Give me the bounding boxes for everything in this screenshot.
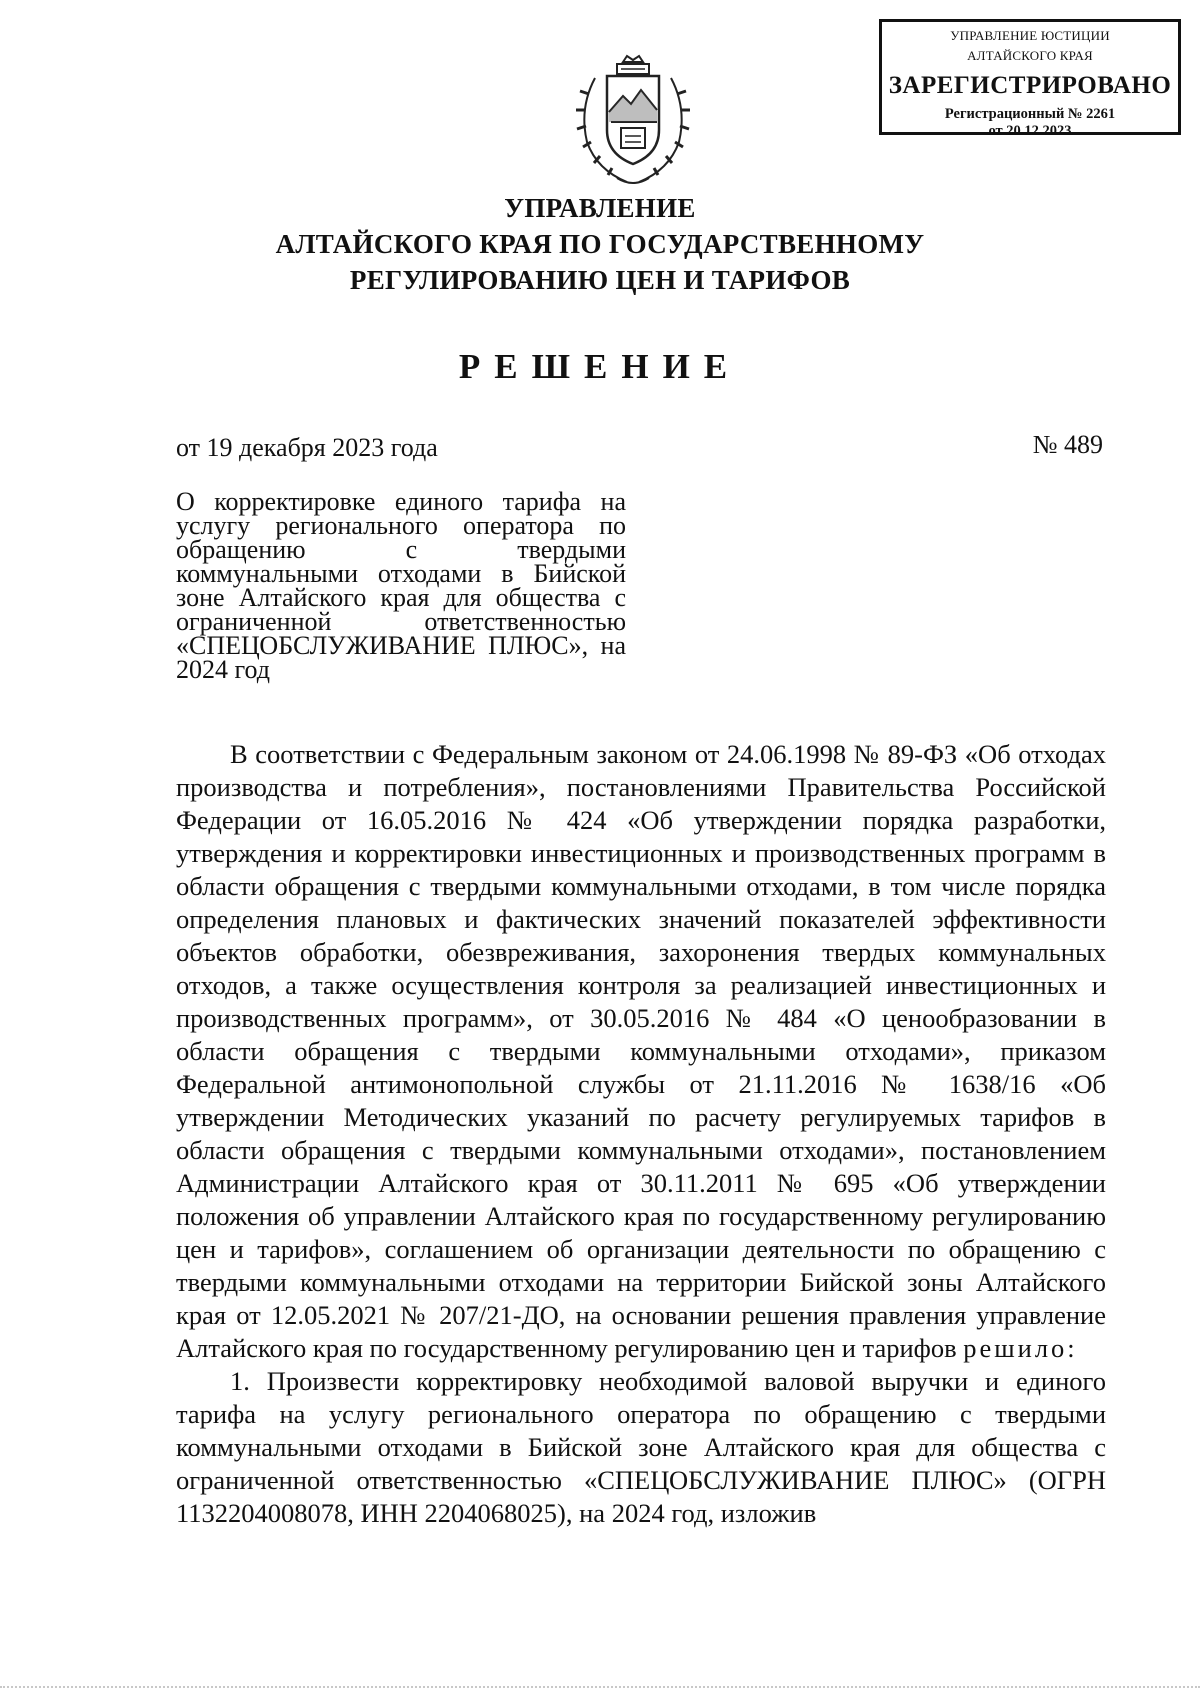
- authority-line3: РЕГУЛИРОВАНИЮ ЦЕН И ТАРИФОВ: [349, 265, 851, 295]
- stamp-agency-line2: АЛТАЙСКОГО КРАЯ: [967, 48, 1093, 63]
- document-type-title: РЕШЕНИЕ: [458, 347, 742, 386]
- stamp-agency-line1: УПРАВЛЕНИЕ ЮСТИЦИИ: [950, 28, 1110, 43]
- stamp-registration-date: от 20.12.2023: [988, 123, 1072, 139]
- decision-number: № 489: [1032, 430, 1103, 459]
- preamble-paragraph: [176, 738, 1106, 1365]
- authority-line1: УПРАВЛЕНИЕ: [504, 193, 696, 223]
- issuing-authority: [150, 190, 1050, 298]
- decision-body: [176, 738, 1106, 1530]
- altai-krai-coat-of-arms-icon: [573, 50, 693, 188]
- decided-word: решило:: [963, 1333, 1078, 1363]
- stamp-status: ЗАРЕГИСТРИРОВАНО: [888, 72, 1172, 99]
- authority-line2: АЛТАЙСКОГО КРАЯ ПО ГОСУДАРСТВЕННОМУ: [275, 229, 925, 259]
- decision-date: от 19 декабря 2023 года: [176, 433, 438, 462]
- preamble-text: В соответствии с Федеральным законом от 24.06.1998 № 89-ФЗ «Об отходах производства и потребления», постановлениями Правительства Российской Федерации от 16.05.2016 № 424 «Об утверждении порядка разработки, утверждения и корректировки инвестиционных и производственных программ в области обращения с твердыми коммунальными отходами, в том числе порядка определения плановых и фактических значений показателей эффективности объектов обработки, обезвреживания, захоронения твердых коммунальных отходов, а также осуществления контроля за реализацией инвестиционных и производственных программ», от 30.05.2016 № 484 «О ценообразовании в области обращения с твердыми коммунальными отходами», приказом Федеральной антимонопольной службы от 21.11.2016 № 1638/16 «Об утверждении Методических указаний по расчету регулируемых тарифов в области обращения с твердыми коммунальными отходами», постановлением Администрации Алтайского края от 30.11.2011 № 695 «Об утверждении положения об управлении Алтайского края по государственному регулированию цен и тарифов», соглашением об организации деятельности по обращению с твердыми коммунальными отходами на территории Бийской зоны Алтайского края от 12.05.2021 № 207/21-ДО, на основании решения правления управление Алтайского края по государственному регулированию цен и тарифов: [176, 739, 1106, 1363]
- stamp-registration-number: Регистрационный № 2261: [944, 106, 1116, 122]
- item-1-paragraph: 1. Произвести корректировку необходимой валовой выручки и единого тарифа на услугу регионального оператора по обращению с твердыми коммунальными отходами в Бийской зоне Алтайского края для общества с ограниченной ответственностью «СПЕЦОБСЛУЖИВАНИЕ ПЛЮС» (ОГРН 1132204008078, ИНН 2204068025), на 2024 год, изложив: [176, 1366, 1106, 1528]
- scan-edge-line: [0, 1686, 1200, 1688]
- decision-subject: О корректировке единого тарифа на услугу регионального оператора по обращению с твердыми коммунальными отходами в Бийской зоне Алтайского края для общества с ограниченной ответственностью «СПЕЦОБСЛУЖИВАНИЕ ПЛЮС», на 2024 год: [176, 487, 626, 684]
- registration-stamp: [879, 19, 1181, 139]
